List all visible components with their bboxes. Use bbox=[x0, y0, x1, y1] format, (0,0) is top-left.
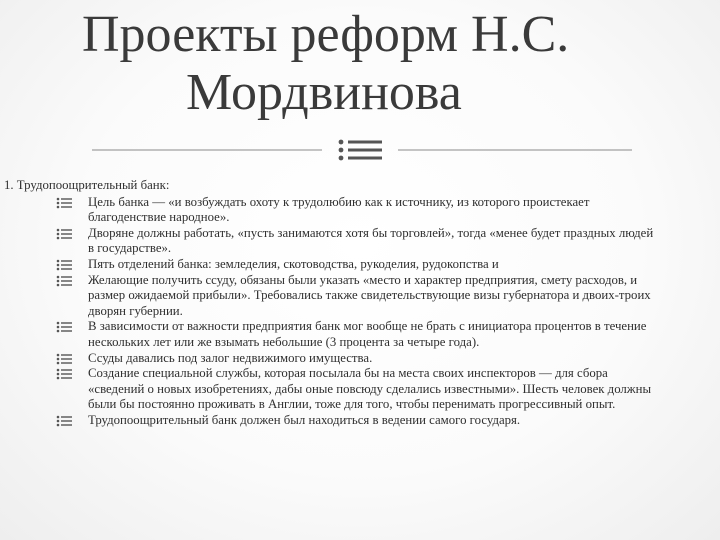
list-item bbox=[4, 319, 656, 350]
list-item bbox=[4, 195, 656, 226]
list-bullet-icon bbox=[334, 128, 382, 160]
list-bullet-icon bbox=[56, 321, 72, 333]
slide-title-line-1: Проекты реформ Н.С. bbox=[82, 6, 570, 63]
intro-text: 1. Трудопоощрительный банк: bbox=[4, 178, 170, 192]
slide-title bbox=[0, 6, 720, 122]
list-item bbox=[4, 226, 656, 257]
list-item bbox=[4, 273, 656, 320]
list-item bbox=[4, 413, 656, 429]
list-item-text: Дворяне должны работать, «пусть занимаются хотя бы торговлей», тогда «менее будет праздных людей в государстве». bbox=[88, 225, 654, 256]
bullet-list bbox=[4, 195, 656, 429]
list-bullet-icon bbox=[56, 275, 72, 287]
list-item-text: Трудопоощрительный банк должен был находиться в ведении самого государя. bbox=[88, 412, 521, 427]
list-item-text: Желающие получить ссуду, обязаны были указать «место и характер предприятия, смету расходов, и размер ожидаемой прибыли». Требовались также свидетельствующие визы губернатора и двоих-троих дворян губернии. bbox=[88, 272, 651, 318]
list-item bbox=[4, 351, 656, 367]
list-bullet-icon bbox=[56, 368, 72, 380]
list-item-text: В зависимости от важности предприятия банк мог вообще не брать с инициатора процентов в течение нескольких лет или же взымать небольшие (3 процента за четыре года). bbox=[88, 319, 647, 349]
list-item-text: Создание специальной службы, которая посылала бы на места своих инспекторов — для сбора «сведений о новых изобретениях, дабы оные повсюду сделались известными». Шесть человек должны были бы постоянно проживать в Англии, тоже для того, чтобы перенимать прогрессивный опыт. bbox=[88, 366, 652, 412]
list-item-text: Ссуды давались под залог недвижимого имущества. bbox=[88, 350, 373, 365]
list-item bbox=[4, 366, 656, 413]
slide-title-line-2: Мордвинова bbox=[186, 64, 462, 121]
list-item-text: Пять отделений банка: земледелия, скотоводства, рукоделия, рудокопства и bbox=[88, 256, 499, 271]
list-bullet-icon bbox=[56, 228, 72, 240]
list-bullet-icon bbox=[56, 259, 72, 271]
list-item-text: Цель банка — «и возбуждать охоту к трудолюбию как к источнику, из которого проистекает благоденствие народное». bbox=[88, 194, 590, 225]
list-bullet-icon bbox=[56, 415, 72, 427]
slide-body bbox=[4, 178, 656, 429]
list-bullet-icon bbox=[56, 197, 72, 209]
list-item bbox=[4, 257, 656, 273]
list-bullet-icon bbox=[56, 353, 72, 365]
title-divider bbox=[92, 128, 632, 168]
